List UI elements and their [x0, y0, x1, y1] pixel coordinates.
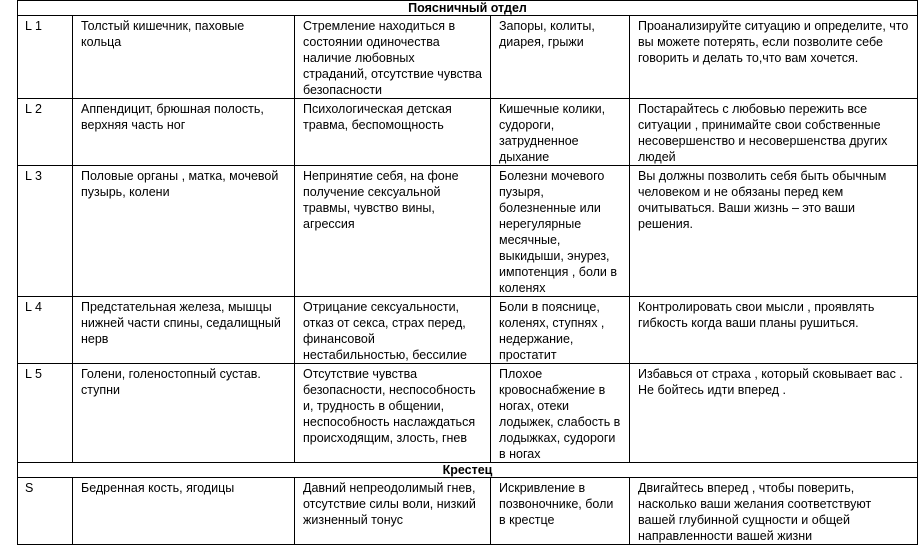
advice-cell: Двигайтесь вперед , чтобы поверить, насколько ваши желания соответствуют вашей глубинной сущности и общей направленности вашей жизни: [630, 478, 918, 545]
symptoms-cell: Искривление в позвоночнике, боли в крестце: [491, 478, 630, 545]
vertebra-code: L 4: [18, 297, 73, 364]
vertebra-code: L 1: [18, 16, 73, 99]
causes-cell: Давний непреодолимый гнев, отсутствие силы воли, низкий жизненный тонус: [295, 478, 491, 545]
vertebra-code: L 3: [18, 166, 73, 297]
vertebra-code: S: [18, 478, 73, 545]
causes-cell: Непринятие себя, на фоне получение сексуальной травмы, чувство вины, агрессия: [295, 166, 491, 297]
symptoms-cell: Болезни мочевого пузыря, болезненные или нерегулярные месячные, выкидыши, энурез, импотенция , боли в коленях: [491, 166, 630, 297]
symptoms-cell: Боли в пояснице, коленях, ступнях , недержание, простатит: [491, 297, 630, 364]
organs-cell: Толстый кишечник, паховые кольца: [73, 16, 295, 99]
causes-cell: Стремление находиться в состоянии одиночества наличие любовных страданий, отсутствие чувства безопасности: [295, 16, 491, 99]
vertebra-code: L 2: [18, 99, 73, 166]
section-title: Крестец: [18, 463, 918, 478]
advice-cell: Вы должны позволить себя быть обычным человеком и не обязаны перед кем очитываться. Ваши жизнь – это ваши решения.: [630, 166, 918, 297]
spine-table: [17, 0, 918, 545]
organs-cell: Аппендицит, брюшная полость, верхняя часть ног: [73, 99, 295, 166]
advice-cell: Постарайтесь с любовью пережить все ситуации , принимайте свои собственные несовершенство и несовершенства других людей: [630, 99, 918, 166]
advice-cell: Проанализируйте ситуацию и определите, что вы можете потерять, если позволите себе говорить и делать то,что вам хочется.: [630, 16, 918, 99]
organs-cell: Половые органы , матка, мочевой пузырь, колени: [73, 166, 295, 297]
causes-cell: Отрицание сексуальности, отказ от секса, страх перед, финансовой нестабильностью, бессилие: [295, 297, 491, 364]
advice-cell: Контролировать свои мысли , проявлять гибкость когда ваши планы рушиться.: [630, 297, 918, 364]
causes-cell: Психологическая детская травма, беспомощность: [295, 99, 491, 166]
table-row: [18, 16, 918, 99]
organs-cell: Предстательная железа, мышцы нижней части спины, седалищный нерв: [73, 297, 295, 364]
advice-cell: Избавься от страха , который сковывает вас . Не бойтесь идти вперед .: [630, 364, 918, 463]
table-row: [18, 478, 918, 545]
section-title: Поясничный отдел: [18, 1, 918, 16]
table-row: [18, 99, 918, 166]
symptoms-cell: Плохое кровоснабжение в ногах, отеки лодыжек, слабость в лодыжках, судороги в ногах: [491, 364, 630, 463]
symptoms-cell: Кишечные колики, судороги, затрудненное дыхание: [491, 99, 630, 166]
organs-cell: Голени, голеностопный сустав. ступни: [73, 364, 295, 463]
symptoms-cell: Запоры, колиты, диарея, грыжи: [491, 16, 630, 99]
table-row: [18, 166, 918, 297]
section-header-row: [18, 463, 918, 478]
section-header-row: [18, 1, 918, 16]
causes-cell: Отсутствие чувства безопасности, неспособность и, трудность в общении, неспособность наслаждаться происходящим, злость, гнев: [295, 364, 491, 463]
vertebra-code: L 5: [18, 364, 73, 463]
table-row: [18, 297, 918, 364]
table-row: [18, 364, 918, 463]
organs-cell: Бедренная кость, ягодицы: [73, 478, 295, 545]
